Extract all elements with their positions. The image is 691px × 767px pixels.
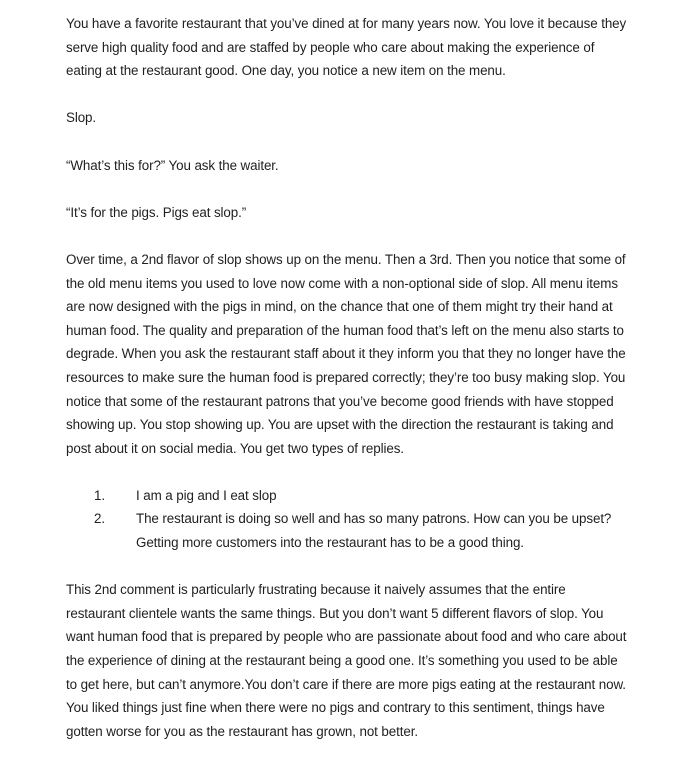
text-line: human food. The quality and preparation of the human food that’s left on the menu also starts to bbox=[66, 322, 624, 338]
text-line: This 2nd comment is particularly frustrating because it naively assumes that the entire bbox=[66, 582, 566, 598]
text-line: restaurant clientele wants the same things. But you don’t want 5 different flavors of slop. You bbox=[66, 605, 604, 621]
text-line: I am a pig and I eat slop bbox=[136, 487, 277, 503]
text-line: You liked things just fine when there were no pigs and contrary to this sentiment, things have bbox=[66, 700, 605, 716]
paragraph-slop bbox=[66, 106, 676, 130]
paragraph-answer bbox=[66, 201, 676, 225]
text-line: the old menu items you used to love now come with a non-optional side of slop. All menu items bbox=[66, 275, 618, 291]
text-line: Slop. bbox=[66, 110, 97, 126]
text-line: post about it on social media. You get two types of replies. bbox=[66, 440, 404, 456]
paragraph-over-time bbox=[66, 248, 676, 460]
text-line: “It’s for the pigs. Pigs eat slop.” bbox=[66, 204, 247, 220]
text-line: want human food that is prepared by people who are passionate about food and who care about bbox=[66, 629, 627, 645]
paragraph-intro bbox=[66, 12, 676, 83]
list-number: 1. bbox=[94, 487, 105, 503]
list-item bbox=[94, 484, 676, 508]
text-line: Getting more customers into the restaurant has to be a good thing. bbox=[136, 535, 524, 551]
text-line: Over time, a 2nd flavor of slop shows up on the menu. Then a 3rd. Then you notice that some of bbox=[66, 251, 626, 267]
text-line: showing up. You stop showing up. You are upset with the direction the restaurant is taking and bbox=[66, 417, 614, 433]
text-line: the experience of dining at the restaurant being a good one. It’s something you used to be able bbox=[66, 653, 618, 669]
paragraph-conclusion bbox=[66, 578, 676, 743]
text-line: You have a favorite restaurant that you’ve dined at for many years now. You love it because they bbox=[66, 16, 627, 31]
text-line: notice that some of the restaurant patrons that you’ve become good friends with have stopped bbox=[66, 393, 614, 409]
text-line: “What’s this for?” You ask the waiter. bbox=[66, 157, 279, 173]
text-line: eating at the restaurant good. One day, you notice a new item on the menu. bbox=[66, 63, 506, 79]
text-line: gotten worse for you as the restaurant has grown, not better. bbox=[66, 723, 418, 739]
text-line: serve high quality food and are staffed by people who care about making the experience of bbox=[66, 39, 595, 55]
list-number: 2. bbox=[94, 511, 105, 527]
text-line: The restaurant is doing so well and has so many patrons. How can you be upset? bbox=[136, 511, 612, 527]
text-line: are now designed with the pigs in mind, on the chance that one of them might try their hand at bbox=[66, 299, 613, 315]
text-line: to get here, but can’t anymore.You don’t care if there are more pigs eating at the restaurant now. bbox=[66, 676, 626, 692]
document-body bbox=[66, 12, 676, 767]
replies-list bbox=[66, 484, 676, 555]
paragraph-question bbox=[66, 154, 676, 178]
text-line: resources to make sure the human food is prepared correctly; they’re too busy making slop. You bbox=[66, 369, 626, 385]
list-item bbox=[94, 507, 676, 554]
text-line: degrade. When you ask the restaurant staff about it they inform you that they no longer have the bbox=[66, 346, 626, 362]
